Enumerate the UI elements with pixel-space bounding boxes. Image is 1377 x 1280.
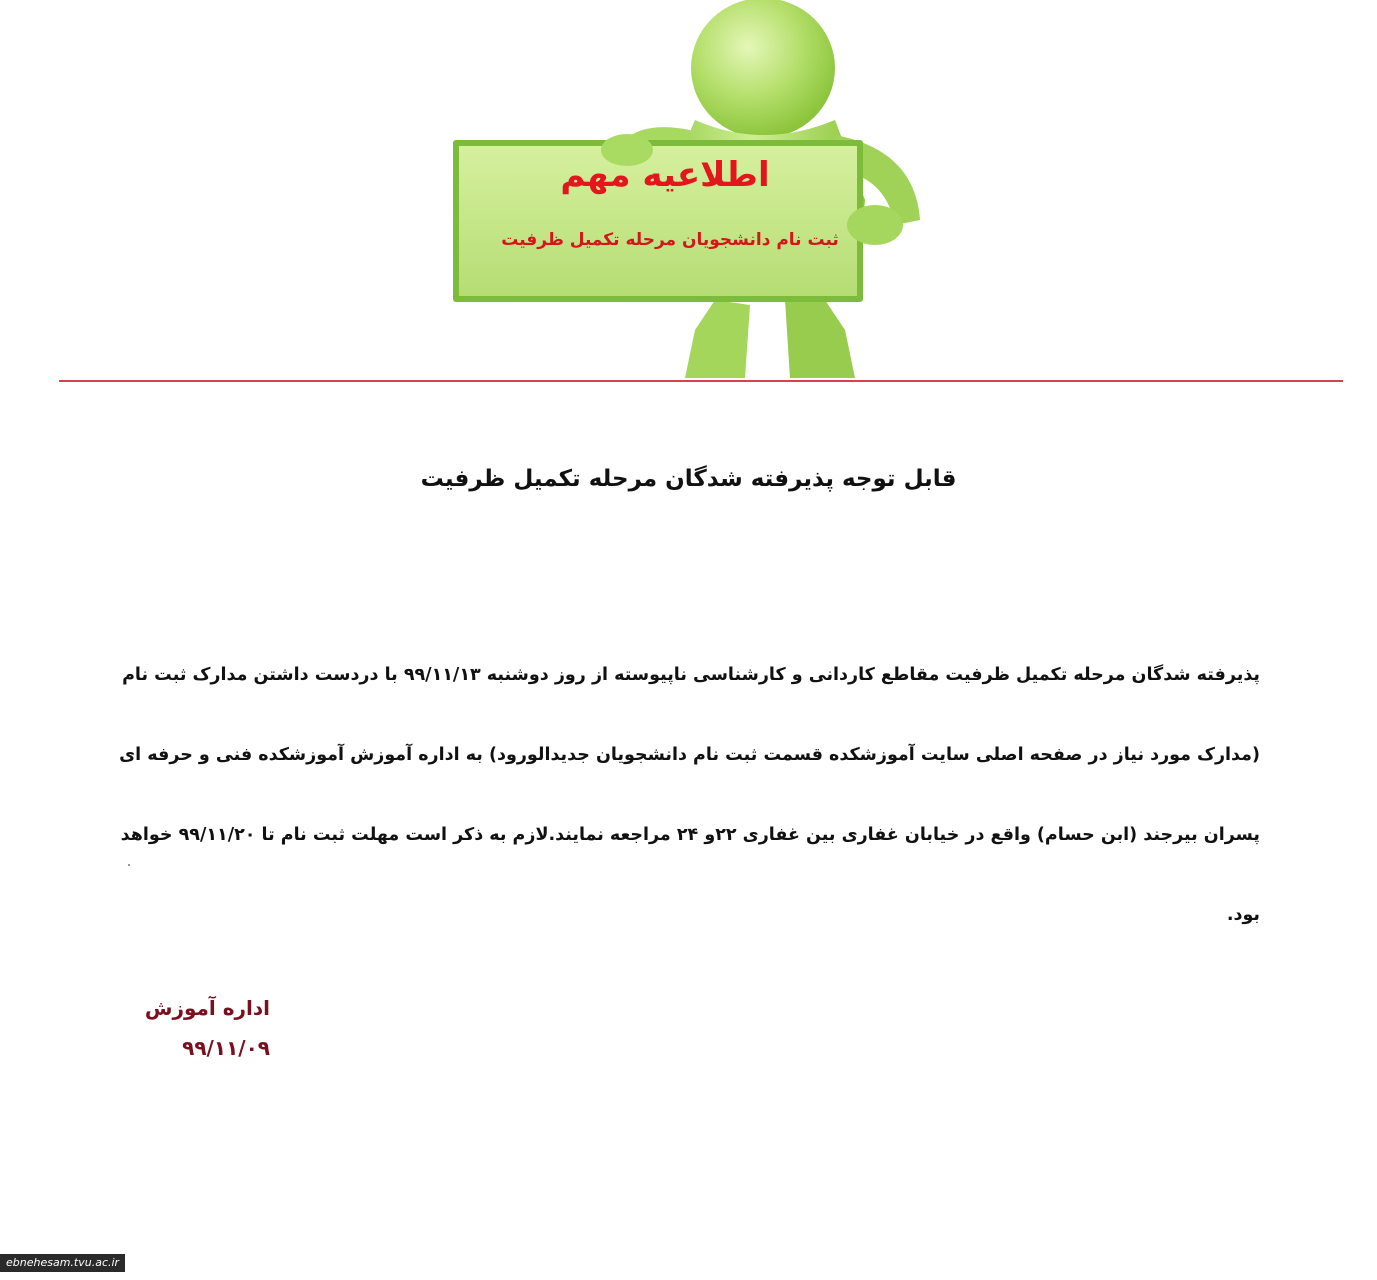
site-watermark: ebnehesam.tvu.ac.ir: [0, 1254, 125, 1272]
signature-date: ۹۹/۱۱/۰۹: [182, 1036, 270, 1060]
sign-subtitle: ثبت نام دانشجویان مرحله تکمیل ظرفیت: [501, 230, 839, 250]
divider: [59, 380, 1343, 382]
stray-dot: [128, 864, 130, 866]
signature-office: اداره آموزش: [144, 996, 270, 1020]
signature: [130, 988, 270, 1068]
announcement-body: [100, 645, 1260, 965]
body-line-3: پسران بیرجند (ابن حسام) واقع در خیابان غفاری بین غفاری ۲۲و ۲۴ مراجعه نمایند.لازم به ذکر است مهلت ثبت نام تا ۹۹/۱۱/۲۰ خواهد: [120, 825, 1260, 845]
announcement-banner-image: [395, 0, 1025, 378]
body-line-1: پذیرفته شدگان مرحله تکمیل ظرفیت مقاطع کاردانی و کارشناسی ناپیوسته از روز دوشنبه ۹۹/۱۱/۱۳ با دردست داشتن مدارک ثبت نام: [122, 665, 1260, 685]
sign-title: اطلاعیه مهم: [560, 155, 770, 195]
body-line-2: (مدارک مورد نیاز در صفحه اصلی سایت آموزشکده قسمت ثبت نام دانشجویان جدیدالورود) به اداره آموزش آموزشکده فنی و حرفه ای: [119, 745, 1260, 765]
body-line-4: بود.: [1226, 905, 1260, 925]
announcement-heading: قابل توجه پذیرفته شدگان مرحله تکمیل ظرفیت: [420, 466, 957, 492]
